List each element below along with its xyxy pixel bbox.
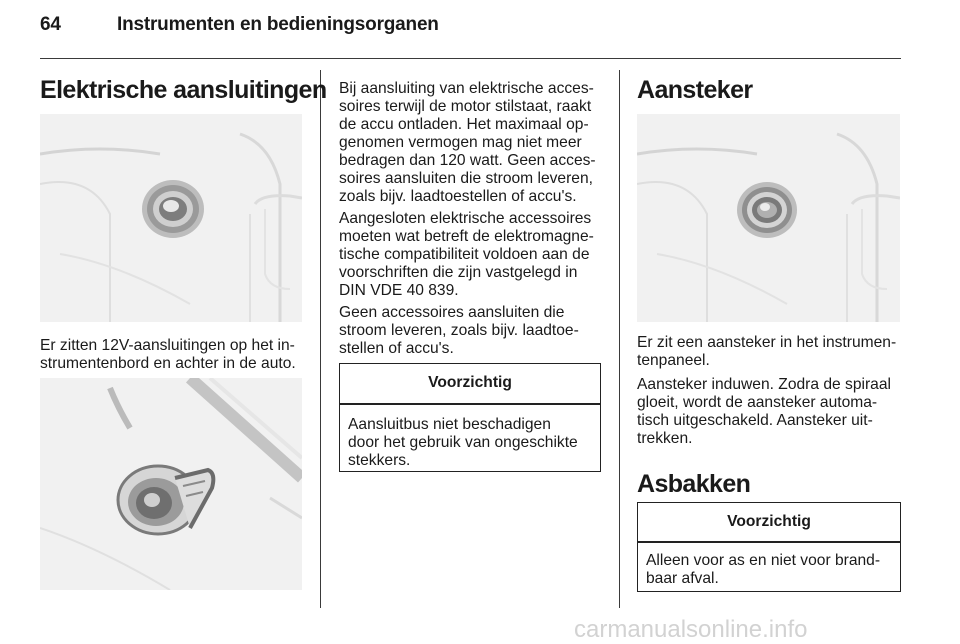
caution-title: Voorzichtig [428, 374, 512, 391]
column-separator-1 [320, 70, 321, 608]
figure-dashboard-socket [40, 114, 302, 322]
heading-asbakken: Asbakken [637, 470, 751, 498]
heading-aansteker: Aansteker [637, 76, 753, 104]
aansteker-paragraph-2: Aansteker induwen. Zodra de spiraal gloeit, wordt de aansteker automa- tisch uitgeschakeld. Aansteker uit- trekken. [637, 376, 891, 447]
middle-paragraph-2: Aangesloten elektrische accessoires moeten wat betreft de elektromagne- tische compatibiliteit voldoen aan de voorschriften die zijn vastgelegd in DIN VDE 40 839. [339, 210, 594, 299]
page-title: Instrumenten en bedieningsorganen [117, 14, 439, 35]
caution-box-ashtray [637, 502, 901, 592]
header-rule [40, 58, 901, 59]
middle-paragraph-1: Bij aansluiting van elektrische acces- soires terwijl de motor stilstaat, raakt de accu ontladen. Het maximaal op- genomen vermogen mag niet meer bedragen dan 120 watt. Geen acces- soires aansluiten die stroom leveren, zoals bijv. laadtoestellen of accu's. [339, 80, 596, 205]
caution-box-socket [339, 363, 601, 472]
column-separator-2 [619, 70, 620, 608]
caution-text: Alleen voor as en niet voor brand- baar afval. [646, 551, 881, 587]
aansteker-paragraph-1: Er zit een aansteker in het instrumen- tenpaneel. [637, 334, 897, 369]
elektrische-text: Er zitten 12V-aansluitingen op het in- strumentenbord en achter in de auto. [40, 337, 296, 372]
page-number: 64 [40, 14, 61, 35]
figure-cigarette-lighter [637, 114, 900, 322]
figure-rear-socket [40, 378, 302, 590]
dashboard-socket-illustration [40, 114, 302, 322]
cigarette-lighter-illustration [637, 114, 900, 322]
caution-text: Aansluitbus niet beschadigen door het gebruik van ongeschikte stekkers. [348, 415, 578, 469]
middle-paragraph-3: Geen accessoires aansluiten die stroom leveren, zoals bijv. laadtoe- stellen of accu's. [339, 304, 579, 357]
page-header [40, 14, 439, 36]
heading-elektrische-aansluitingen: Elektrische aansluitingen [40, 76, 327, 104]
rear-socket-illustration [40, 378, 302, 590]
watermark: carmanualsonline.info [574, 616, 808, 643]
caution-title: Voorzichtig [727, 513, 811, 530]
